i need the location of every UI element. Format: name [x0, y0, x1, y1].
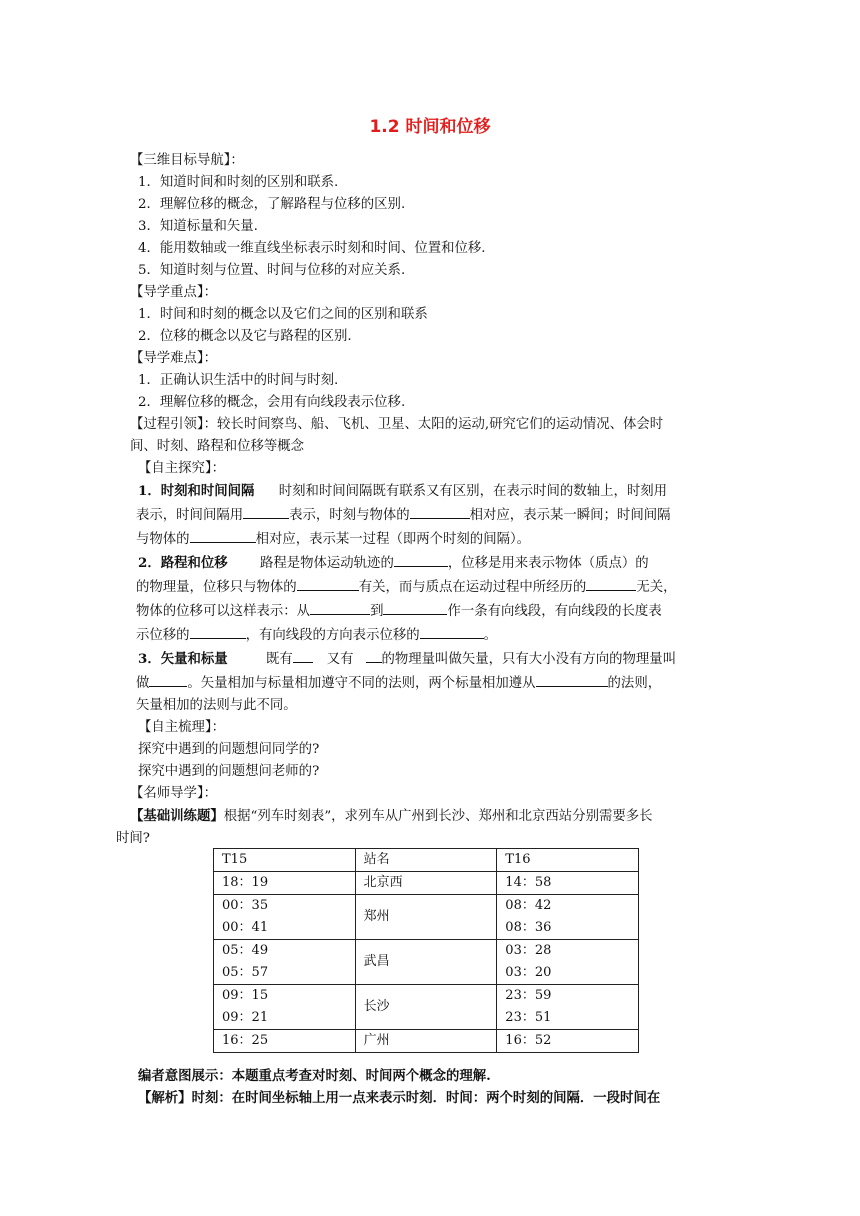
station-cell: 长沙: [355, 985, 497, 1030]
fill-blank[interactable]: [190, 527, 256, 543]
explore-text: 的物理量，位移只与物体的: [136, 580, 297, 595]
explore-line: [130, 671, 735, 695]
process-line: 【过程引领】：较长时间察鸟、船、飞机、卫星、太阳的运动,研究它们的运动情况、体会时: [130, 417, 664, 432]
analysis-line: [130, 1087, 735, 1109]
fill-blank[interactable]: [310, 599, 370, 615]
fill-blank[interactable]: [190, 623, 246, 639]
analysis-text: 时刻：在时间坐标轴上用一点来表示时刻．时间：两个时刻的间隔．一段时间在: [191, 1090, 661, 1106]
time-value: 05：57: [222, 965, 269, 980]
fill-blank[interactable]: [293, 647, 313, 663]
explore-item-3-label: 3．矢量和标量: [138, 651, 228, 667]
station-cell: 北京西: [355, 872, 497, 895]
fill-blank[interactable]: [586, 575, 636, 591]
time-value: 08：42: [505, 898, 552, 913]
explore-line: 矢量相加的法则与此不同。: [136, 698, 297, 713]
table-cell: [497, 1030, 639, 1053]
explore-text: 。: [483, 628, 498, 643]
explore-line: [130, 575, 735, 599]
explore-text: 作一条有向线段，有向线段的长度表: [447, 604, 662, 619]
explore-text: 相对应，表示某一过程（即两个时刻的间隔）。: [255, 532, 531, 547]
explore-line: [130, 527, 735, 551]
explore-text: 又有: [326, 652, 354, 667]
table-cell: [497, 872, 639, 895]
goal-item: 2．理解位移的概念，了解路程与位移的区别.: [138, 197, 406, 212]
table-cell: [214, 1030, 356, 1053]
time-value: 23：59: [505, 988, 552, 1003]
explore-text: 物体的位移可以这样表示：从: [136, 604, 311, 619]
station-cell: 武昌: [355, 940, 497, 985]
section-heading-difficulties: 【导学难点】：: [130, 351, 218, 366]
basic-exercise-line: 时间?: [116, 831, 150, 846]
table-cell: [497, 940, 639, 985]
explore-text: 做: [136, 676, 150, 691]
explore-text: 表示，时刻与物体的: [289, 508, 410, 523]
time-value: 09：15: [222, 988, 269, 1003]
explore-line: [130, 503, 735, 527]
explore-item-1: [130, 480, 735, 503]
table-header-cell: 站名: [355, 849, 497, 872]
train-timetable: [213, 848, 639, 1053]
explore-text: 表示，时间间隔用: [136, 508, 244, 523]
basic-exercise-text: 根据“列车时刻表”，求列车从广州到长沙、郑州和北京西站分别需要多长: [223, 809, 653, 824]
explore-text: 示位移的: [136, 628, 190, 643]
time-value: 03：28: [505, 943, 552, 958]
table-cell: [214, 940, 356, 985]
explore-text: 无关，: [636, 580, 677, 595]
explore-text: 既有: [265, 652, 293, 667]
fill-blank[interactable]: [410, 503, 470, 519]
explore-line: [130, 623, 735, 647]
summary-question: 探究中遇到的问题想问同学的?: [138, 742, 320, 757]
explore-text: 到: [370, 604, 384, 619]
explore-text: 。矢量相加与标量相加遵守不同的法则，两个标量相加遵从: [187, 676, 536, 691]
table-row: [214, 895, 639, 940]
fill-blank[interactable]: [366, 647, 382, 663]
explore-item-1-label: 1．时刻和时间间隔: [138, 483, 255, 499]
goal-item: 3．知道标量和矢量.: [138, 219, 258, 234]
table-header-cell: T16: [497, 849, 639, 872]
section-heading-explore: 【自主探究】：: [138, 461, 226, 476]
time-value: 00：41: [222, 920, 269, 935]
table-cell: [497, 895, 639, 940]
time-value: 03：20: [505, 965, 552, 980]
section-heading-key-points: 【导学重点】：: [130, 285, 218, 300]
explore-line: [130, 599, 735, 623]
table-cell: [214, 872, 356, 895]
time-value: 00：35: [222, 898, 269, 913]
table-cell: [497, 985, 639, 1030]
table-row: [214, 872, 639, 895]
basic-exercise: [130, 805, 735, 828]
key-point-item: 1．时间和时刻的概念以及它们之间的区别和联系: [138, 307, 428, 322]
explore-text: 时刻和时间间隔既有联系又有区别，在表示时间的数轴上，时刻用: [278, 484, 668, 499]
process-line: 间、时刻、路程和位移等概念: [130, 439, 305, 454]
explore-text: 相对应，表示某一瞬间；时间间隔: [469, 508, 671, 523]
explore-item-2-label: 2．路程和位移: [138, 555, 228, 571]
fill-blank[interactable]: [536, 671, 608, 687]
difficulty-item: 2．理解位移的概念，会用有向线段表示位移.: [138, 395, 406, 410]
section-heading-summary: 【自主梳理】：: [138, 720, 226, 735]
station-cell: 广州: [355, 1030, 497, 1053]
summary-question: 探究中遇到的问题想问老师的?: [138, 764, 320, 779]
explore-text: 的法则，: [607, 676, 662, 691]
table-row: [214, 985, 639, 1030]
fill-blank[interactable]: [297, 575, 359, 591]
section-heading-guide: 【名师导学】：: [130, 786, 218, 801]
goal-item: 5．知道时刻与位置、时间与位移的对应关系.: [138, 263, 406, 278]
explore-text: 与物体的: [136, 532, 190, 547]
time-value: 09：21: [222, 1010, 269, 1025]
time-value: 18：19: [222, 875, 269, 890]
fill-blank[interactable]: [394, 551, 448, 567]
explore-text: 的物理量叫做矢量，只有大小没有方向的物理量叫: [381, 652, 677, 667]
table-cell: [214, 985, 356, 1030]
key-point-item: 2．位移的概念以及它与路程的区别.: [138, 329, 352, 344]
editor-intent: 编者意图展示：本题重点考查对时刻、时间两个概念的理解.: [138, 1068, 491, 1084]
goal-item: 4．能用数轴或一维直线坐标表示时刻和时间、位置和位移.: [138, 241, 486, 256]
explore-text: 路程是物体运动轨迹的: [259, 556, 394, 571]
after-table: [130, 1065, 735, 1109]
fill-blank[interactable]: [383, 599, 447, 615]
explore-text: ，位移是用来表示物体（质点）的: [447, 556, 649, 571]
time-value: 16：25: [222, 1033, 269, 1048]
table-cell: [214, 895, 356, 940]
explore-item-3: [130, 647, 735, 671]
document-body: [116, 150, 735, 850]
page-title: 1.2 时间和位移: [369, 117, 491, 137]
station-cell: 郑州: [355, 895, 497, 940]
section-heading-goals: 【三维目标导航】：: [130, 153, 244, 168]
fill-blank[interactable]: [243, 503, 289, 519]
goal-item: 1．知道时间和时刻的区别和联系.: [138, 175, 339, 190]
difficulty-item: 1．正确认识生活中的时间与时刻.: [138, 373, 339, 388]
time-value: 23：51: [505, 1010, 552, 1025]
time-value: 14：58: [505, 875, 552, 890]
table-header-row: [214, 849, 639, 872]
analysis-label: 【解析】: [138, 1090, 192, 1106]
fill-blank[interactable]: [420, 623, 484, 639]
basic-exercise-label: 【基础训练题】: [130, 808, 224, 824]
explore-text: 有关，而与质点在运动过程中所经历的: [358, 580, 587, 595]
explore-item-2: [130, 551, 735, 575]
fill-blank[interactable]: [149, 671, 187, 687]
table-row: [214, 940, 639, 985]
time-value: 05：49: [222, 943, 269, 958]
table-header-cell: T15: [214, 849, 356, 872]
explore-text: ，有向线段的方向表示位移的: [245, 628, 420, 643]
time-value: 08：36: [505, 920, 552, 935]
time-value: 16：52: [505, 1033, 552, 1048]
table-row: [214, 1030, 639, 1053]
